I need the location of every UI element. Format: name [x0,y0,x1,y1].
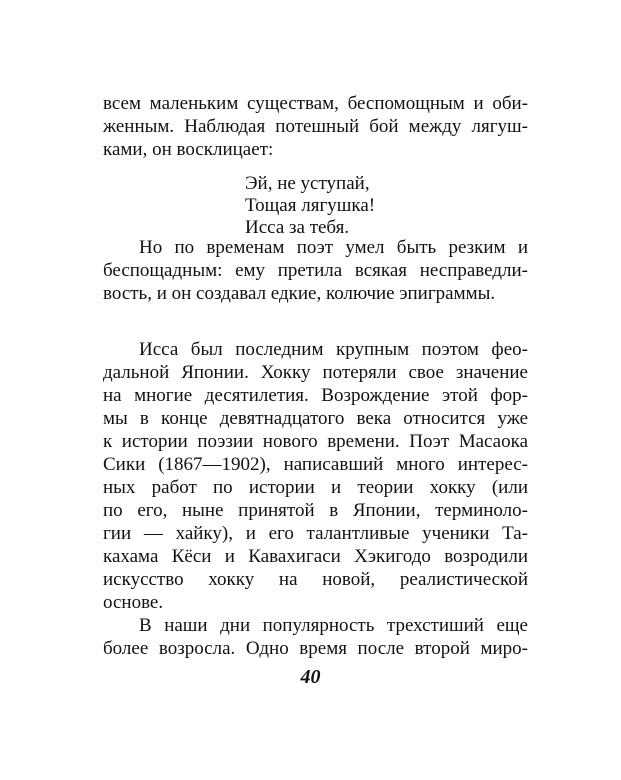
poem-line: Эй, не уступай, [245,173,370,194]
page-number: 40 [300,666,321,688]
paragraph-line: ками, он восклицает: [103,139,274,160]
paragraph-line: мы в конце девятнадцатого века относится уже [103,408,528,429]
paragraph-line: Сики (1867—1902), написавший много интерес- [103,454,528,475]
poem-line: Исса за тебя. [245,217,350,238]
paragraph-line: гии — хайку), и его талантливые ученики Та- [103,523,528,544]
paragraph-line: основе. [103,592,164,613]
paragraph-line: кахама Кёси и Кавахигаси Хэкигодо возродили [103,546,528,567]
paragraph-line: всем маленьким существам, беспомощным и оби- [103,93,528,114]
paragraph-line: ных работ по истории и теории хокку (или [103,477,528,498]
paragraph-line: В наши дни популярность трехстиший еще [139,615,528,636]
paragraph-line: беспощадным: ему претила всякая несправедли- [103,260,528,281]
paragraph-line: Но по временам поэт умел быть резким и [139,237,528,258]
paragraph-line: более возросла. Одно время после второй миро- [103,638,528,659]
paragraph-line: на многие десятилетия. Возрождение этой фор- [103,385,528,406]
paragraph-line: женным. Наблюдая потешный бой между лягуш- [103,116,528,137]
paragraph-line: Исса был последним крупным поэтом фео- [139,339,528,360]
paragraph-line: искусство хокку на новой, реалистической [103,569,528,590]
paragraph-line: дальной Японии. Хокку потеряли свое значение [103,362,528,383]
paragraph-line: по его, ныне принятой в Японии, терминоло- [103,500,528,521]
paragraph-line: вость, и он создавал едкие, колючие эпиграммы. [103,283,496,304]
paragraph-line: к истории поэзии нового времени. Поэт Масаока [103,431,528,452]
poem-line: Тощая лягушка! [245,195,376,216]
